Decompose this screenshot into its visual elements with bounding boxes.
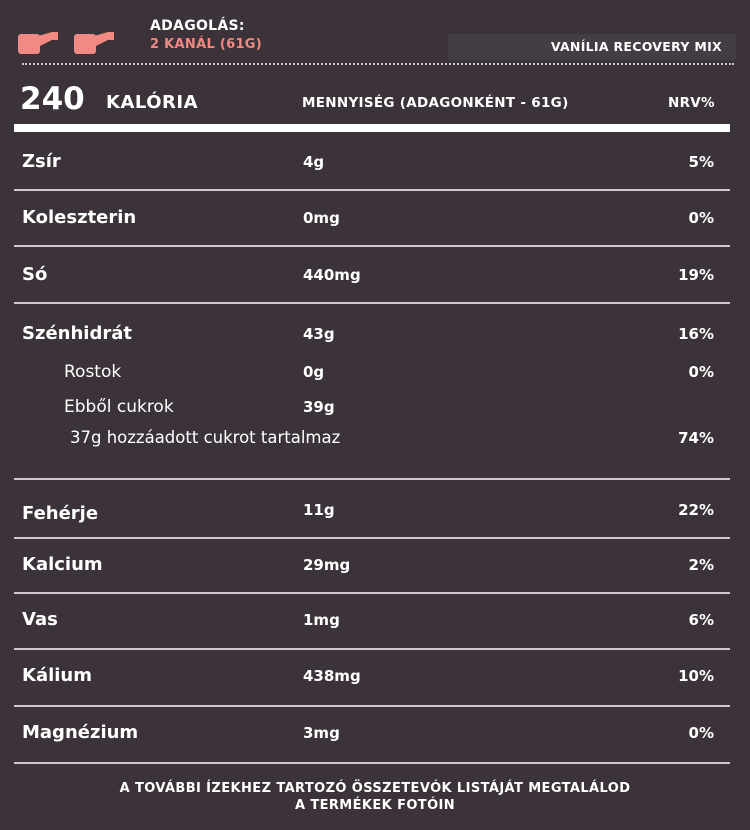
nutrient-nrv: 19% xyxy=(678,266,714,284)
nutrient-name: Kalcium xyxy=(22,554,103,575)
nutrient-nrv: 10% xyxy=(678,667,714,685)
table-row xyxy=(0,550,750,580)
row-divider xyxy=(14,189,730,191)
table-row xyxy=(0,319,750,349)
footer-note xyxy=(0,780,750,814)
nutrient-amount: 440mg xyxy=(303,266,361,284)
nutrient-name: Vas xyxy=(22,609,58,630)
nutrient-name: Ebből cukrok xyxy=(64,397,174,417)
nutrient-name: Szénhidrát xyxy=(22,323,132,344)
nrv-column-header: NRV% xyxy=(668,95,715,111)
table-row xyxy=(0,495,750,525)
table-row xyxy=(0,661,750,691)
calories-value: 240 xyxy=(20,81,85,117)
nutrient-name: Zsír xyxy=(22,151,61,172)
row-divider xyxy=(14,537,730,539)
row-divider xyxy=(14,592,730,594)
row-divider xyxy=(14,245,730,247)
nutrient-amount: 3mg xyxy=(303,724,340,742)
nutrient-amount: 438mg xyxy=(303,667,361,685)
row-divider xyxy=(14,762,730,764)
footer-line: A TERMÉKEK FOTÓIN xyxy=(294,798,456,813)
nutrient-name: Koleszterin xyxy=(22,207,137,228)
row-divider xyxy=(14,648,730,650)
nutrient-name: Rostok xyxy=(64,362,122,382)
dotted-divider xyxy=(22,63,734,65)
serving-size: 2 KANÁL (61G) xyxy=(150,37,263,52)
table-row xyxy=(0,357,750,387)
nutrient-amount: 29mg xyxy=(303,556,351,574)
product-name: VANÍLIA RECOVERY MIX xyxy=(550,39,722,54)
nutrient-name: Só xyxy=(22,264,48,285)
nutrient-name: Magnézium xyxy=(22,722,139,743)
table-row xyxy=(0,718,750,748)
serving-title: ADAGOLÁS: xyxy=(150,18,245,34)
table-row xyxy=(0,392,750,422)
nutrient-nrv: 22% xyxy=(678,501,714,519)
nutrient-nrv: 2% xyxy=(688,556,714,574)
row-divider xyxy=(14,302,730,304)
nutrient-name: 37g hozzáadott cukrot tartalmaz xyxy=(70,428,341,447)
row-divider xyxy=(14,478,730,480)
nutrient-nrv: 74% xyxy=(678,429,714,447)
scoop-icons xyxy=(18,24,128,56)
nutrient-amount: 4g xyxy=(303,153,325,171)
nutrient-nrv: 5% xyxy=(688,153,714,171)
table-row xyxy=(0,203,750,233)
header-rule xyxy=(14,124,730,132)
table-row xyxy=(0,147,750,177)
product-label xyxy=(448,34,736,60)
nutrient-nrv: 16% xyxy=(678,325,714,343)
nutrient-nrv: 0% xyxy=(688,209,714,227)
nutrient-amount: 0g xyxy=(303,363,325,381)
nutrient-nrv: 0% xyxy=(688,724,714,742)
nutrient-amount: 11g xyxy=(303,501,335,519)
scoop-icon xyxy=(74,32,114,54)
nutrient-nrv: 0% xyxy=(688,363,714,381)
nutrient-amount: 39g xyxy=(303,398,335,416)
nutrient-name: Fehérje xyxy=(22,503,99,524)
nutrient-name: Kálium xyxy=(22,665,93,686)
row-divider xyxy=(14,705,730,707)
nutrient-amount: 1mg xyxy=(303,611,340,629)
amount-column-header: MENNYISÉG (ADAGONKÉNT - 61G) xyxy=(302,95,569,111)
table-row xyxy=(0,423,750,453)
scoop-icon xyxy=(18,32,58,54)
nutrient-amount: 0mg xyxy=(303,209,340,227)
footer-line: A TOVÁBBI ÍZEKHEZ TARTOZÓ ÖSSZETEVÓK LISTÁJÁT MEGTALÁLOD xyxy=(119,781,631,796)
table-row xyxy=(0,605,750,635)
table-row xyxy=(0,260,750,290)
nutrient-amount: 43g xyxy=(303,325,335,343)
calories-label: KALÓRIA xyxy=(106,92,198,113)
nutrient-nrv: 6% xyxy=(688,611,714,629)
